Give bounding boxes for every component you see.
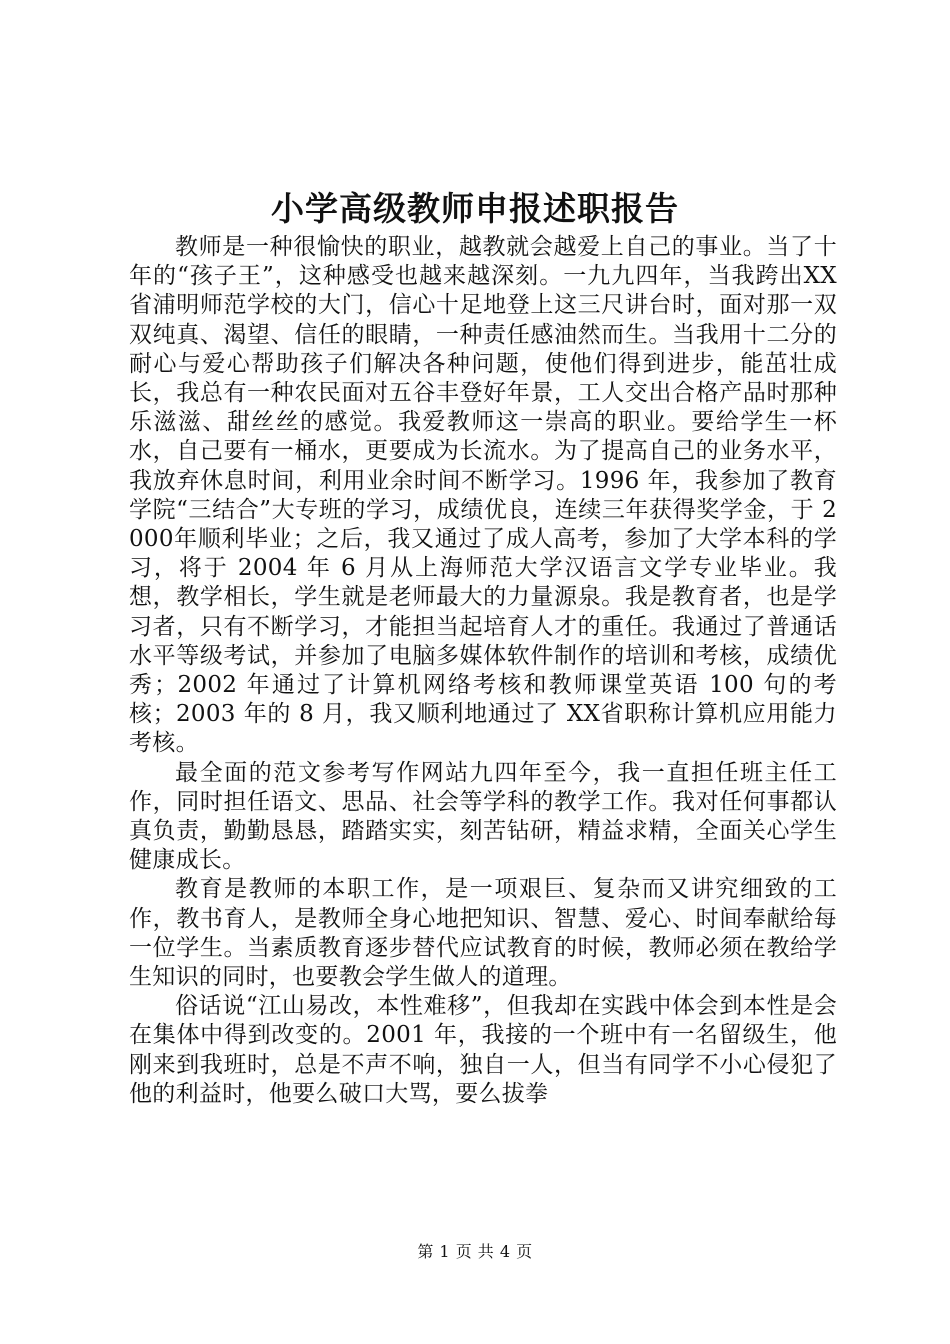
paragraph-3: 教育是教师的本职工作，是一项艰巨、复杂而又讲究细致的工作，教书育人，是教师全身心地把知识、智慧、爱心、时间奉献给每一位学生。当素质教育逐步替代应试教育的时候，教师必须在教给学生知识的同时，也要教会学生做人的道理。	[129, 876, 837, 991]
paragraph-4: 俗话说“江山易改，本性难移”，但我却在实践中体会到本性是会在集体中得到改变的。2001 年，我接的一个班中有一名留级生，他刚来到我班时，总是不声不响，独自一人，但当有同学不小心侵犯了他的利益时，他要么破口大骂，要么拔拳	[129, 993, 837, 1107]
paragraph-2: 最全面的范文参考写作网站九四年至今，我一直担任班主任工作，同时担任语文、思品、社会等学科的教学工作。我对任何事都认真负责，勤勤恳恳，踏踏实实，刻苦钻研，精益求精，全面关心学生健康成长。	[129, 759, 837, 874]
page-footer: 第 1 页 共 4 页	[417, 1242, 533, 1261]
document-title: 小学高级教师申报述职报告	[271, 189, 679, 228]
paragraph-1: 教师是一种很愉快的职业，越教就会越爱上自己的事业。当了十年的“孩子王”，这种感受也越来越深刻。一九九四年，当我跨出XX省浦明师范学校的大门，信心十足地登上这三尺讲台时，面对那一双双纯真、渴望、信任的眼睛，一种责任感油然而生。当我用十二分的耐心与爱心帮助孩子们解决各种问题，使他们得到进步，能茁壮成长，我总有一种农民面对五谷丰登好年景，工人交出合格产品时那种乐滋滋、甜丝丝的感觉。我爱教师这一崇高的职业。要给学生一杯水，自己要有一桶水，更要成为长流水。为了提高自己的业务水平，我放弃休息时间，利用业余时间不断学习。1996 年，我参加了教育学院“三结合”大专班的学习，成绩优良，连续三年获得奖学金，于 2000年顺利毕业；之后，我又通过了成人高考，参加了大学本科的学习，将于 2004 年 6 月从上海师范大学汉语言文学专业毕业。我想，教学相长，学生就是老师最大的力量源泉。我是教育者，也是学习者，只有不断学习，才能担当起培育人才的重任。我通过了普通话水平等级考试，并参加了电脑多媒体软件制作的培训和考核，成绩优秀；2002 年通过了计算机网络考核和教师课堂英语 100 句的考核；2003 年的 8 月，我又顺利地通过了 XX省职称计算机应用能力考核。	[129, 234, 837, 757]
document-body	[129, 233, 837, 1109]
